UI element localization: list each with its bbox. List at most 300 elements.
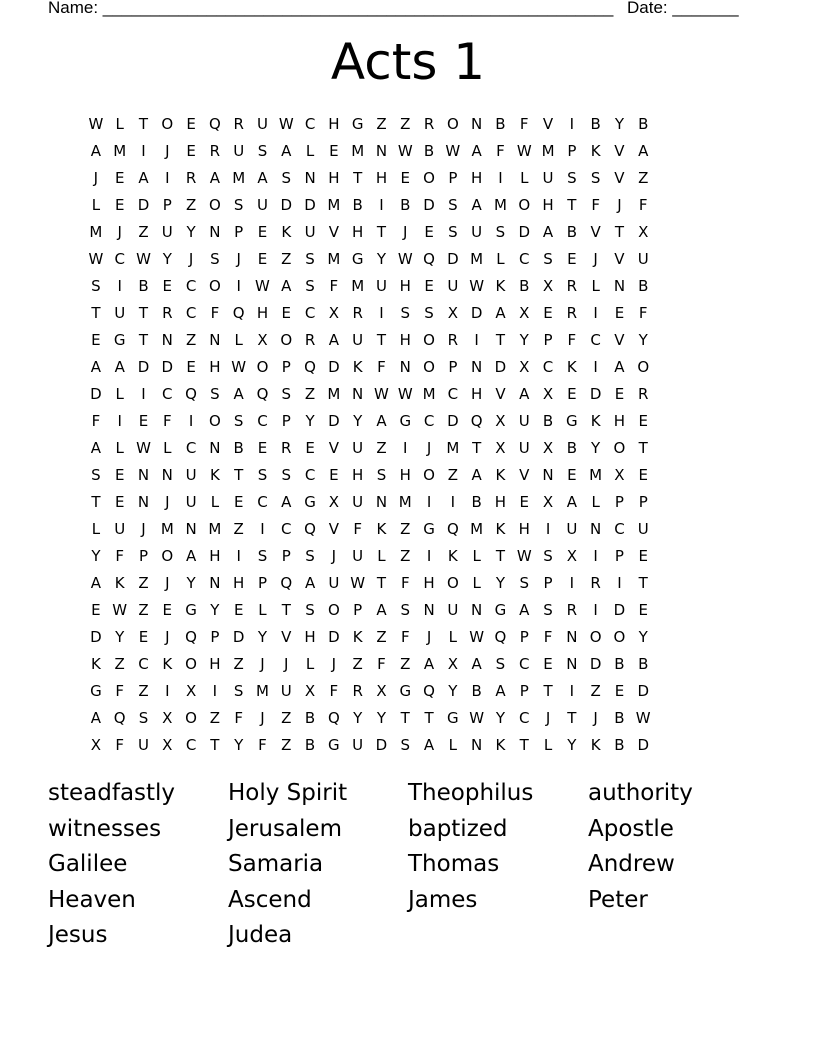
grid-letter: G [304, 493, 316, 511]
grid-letter: Z [281, 709, 292, 727]
grid-letter: S [257, 547, 268, 565]
grid-letter: O [637, 358, 650, 376]
grid-row [84, 735, 655, 762]
grid-letter: I [498, 169, 503, 187]
grid-letter: W [136, 439, 151, 457]
grid-letter: Q [446, 520, 459, 538]
grid-letter: L [496, 250, 505, 268]
grid-letter: V [519, 466, 530, 484]
grid-letter: D [90, 385, 102, 403]
grid-letter: D [232, 628, 245, 646]
grid-letter: L [91, 520, 101, 538]
grid-letter: P [353, 601, 363, 619]
grid-letter: G [447, 709, 459, 727]
grid-letter: O [280, 331, 293, 349]
grid-letter: O [446, 115, 459, 133]
grid-letter: F [543, 628, 553, 646]
grid-letter: W [231, 358, 247, 376]
grid-letter: K [495, 520, 506, 538]
grid-letter: P [519, 628, 529, 646]
grid-letter: U [280, 682, 292, 700]
grid-row [84, 276, 655, 303]
grid-letter: A [542, 223, 554, 241]
grid-row [84, 465, 655, 492]
grid-letter: Y [567, 736, 577, 754]
grid-letter: H [352, 466, 364, 484]
grid-letter: S [210, 250, 220, 268]
grid-letter: B [638, 655, 649, 673]
grid-letter: T [614, 223, 625, 241]
grid-row [84, 519, 655, 546]
word-list [48, 780, 768, 958]
grid-letter: M [470, 250, 484, 268]
grid-letter: S [91, 466, 101, 484]
grid-letter: O [589, 628, 602, 646]
grid-letter: J [165, 493, 170, 511]
grid-letter: U [375, 277, 387, 295]
grid-letter: H [328, 115, 340, 133]
grid-letter: B [400, 196, 411, 214]
grid-letter: F [329, 277, 339, 295]
grid-letter: A [495, 682, 506, 700]
grid-letter: Z [400, 520, 411, 538]
grid-letter: D [447, 412, 459, 430]
grid-letter: J [165, 142, 170, 160]
grid-letter: F [400, 628, 410, 646]
grid-letter: A [471, 466, 482, 484]
grid-letter: E [257, 439, 268, 457]
grid-letter: Y [495, 709, 506, 727]
grid-letter: M [446, 439, 460, 457]
grid-letter: K [590, 412, 601, 430]
grid-letter: I [379, 196, 384, 214]
grid-letter: X [542, 439, 554, 457]
grid-letter: Q [232, 304, 245, 322]
grid-letter: G [113, 331, 126, 349]
grid-letter: T [138, 115, 149, 133]
grid-letter: O [423, 466, 435, 484]
grid-letter: T [234, 466, 244, 484]
grid-letter: F [400, 574, 410, 592]
grid-letter: Q [208, 115, 221, 133]
grid-letter: A [114, 358, 125, 376]
grid-letter: B [423, 142, 435, 160]
grid-letter: O [423, 331, 435, 349]
grid-letter: M [470, 520, 484, 538]
grid-letter: I [593, 358, 598, 376]
grid-letter: D [280, 196, 293, 214]
word-list-item: James [408, 886, 478, 913]
grid-letter: K [209, 466, 220, 484]
grid-letter: U [352, 547, 364, 565]
grid-letter: H [518, 520, 530, 538]
grid-letter: K [90, 655, 101, 673]
grid-letter: C [185, 277, 197, 295]
grid-letter: C [447, 385, 459, 403]
grid-letter: N [423, 601, 435, 619]
grid-letter: C [423, 412, 435, 430]
grid-letter: X [566, 547, 577, 565]
grid-letter: D [161, 358, 174, 376]
grid-letter: I [569, 682, 575, 700]
grid-letter: E [329, 466, 339, 484]
grid-letter: J [93, 169, 99, 187]
grid-letter: Z [138, 223, 149, 241]
word-list-item: Heaven [48, 886, 136, 913]
grid-letter: F [638, 304, 648, 322]
grid-letter: R [352, 304, 363, 322]
grid-letter: Y [376, 709, 387, 727]
grid-letter: S [376, 466, 387, 484]
grid-letter: W [278, 115, 294, 133]
grid-letter: W [397, 142, 413, 160]
grid-letter: X [542, 385, 554, 403]
grid-letter: T [210, 736, 220, 754]
grid-letter: C [185, 736, 197, 754]
grid-letter: P [162, 196, 172, 214]
grid-letter: D [137, 196, 150, 214]
grid-letter: X [495, 439, 506, 457]
grid-letter: S [495, 223, 506, 241]
grid-letter: K [162, 655, 173, 673]
grid-letter: Y [495, 574, 506, 592]
grid-letter: W [635, 709, 651, 727]
grid-letter: G [423, 520, 435, 538]
grid-letter: B [495, 115, 506, 133]
grid-letter: S [400, 736, 411, 754]
grid-letter: Q [280, 574, 293, 592]
grid-letter: I [474, 331, 479, 349]
grid-letter: M [327, 385, 341, 403]
grid-letter: H [256, 304, 269, 322]
grid-letter: E [186, 142, 196, 160]
grid-letter: H [209, 358, 221, 376]
grid-letter: I [117, 277, 122, 295]
grid-letter: J [260, 709, 265, 727]
grid-letter: E [114, 196, 125, 214]
grid-letter: R [281, 439, 292, 457]
grid-row [84, 600, 655, 627]
word-list-item: Jerusalem [228, 815, 342, 842]
grid-letter: P [257, 574, 267, 592]
grid-letter: D [328, 358, 340, 376]
word-search-grid [84, 114, 655, 762]
grid-letter: W [255, 277, 270, 295]
grid-letter: A [376, 412, 387, 430]
grid-letter: I [260, 520, 265, 538]
grid-letter: G [399, 412, 412, 430]
grid-letter: E [638, 466, 648, 484]
grid-letter: R [423, 115, 435, 133]
grid-letter: U [352, 493, 364, 511]
grid-letter: L [448, 628, 458, 646]
grid-letter: W [136, 250, 151, 268]
grid-letter: C [185, 439, 197, 457]
grid-letter: N [185, 520, 197, 538]
grid-letter: P [281, 547, 291, 565]
grid-letter: S [448, 196, 458, 214]
grid-letter: T [495, 547, 506, 565]
grid-letter: B [138, 277, 149, 295]
grid-letter: I [617, 574, 622, 592]
grid-letter: S [257, 142, 268, 160]
grid-letter: K [495, 466, 506, 484]
grid-letter: J [117, 223, 122, 241]
grid-letter: Z [638, 169, 649, 187]
grid-letter: N [542, 466, 554, 484]
grid-letter: F [91, 412, 101, 430]
grid-letter: H [423, 574, 435, 592]
grid-row [84, 222, 655, 249]
grid-letter: P [519, 682, 529, 700]
grid-letter: E [162, 601, 173, 619]
grid-letter: J [403, 223, 408, 241]
grid-letter: N [209, 574, 221, 592]
grid-letter: C [304, 466, 316, 484]
grid-letter: E [186, 358, 196, 376]
grid-letter: T [638, 439, 648, 457]
grid-letter: Z [233, 520, 244, 538]
grid-letter: B [233, 439, 244, 457]
grid-letter: A [566, 493, 577, 511]
grid-row [84, 303, 655, 330]
grid-letter: U [352, 439, 364, 457]
grid-letter: U [304, 223, 316, 241]
grid-letter: O [185, 655, 197, 673]
grid-letter: I [212, 682, 218, 700]
grid-letter: P [543, 331, 553, 349]
grid-letter: W [516, 547, 532, 565]
grid-letter: D [589, 385, 602, 403]
grid-letter: S [543, 250, 553, 268]
grid-letter: T [91, 304, 101, 322]
grid-letter: R [638, 385, 649, 403]
grid-letter: M [351, 142, 365, 160]
grid-letter: I [593, 547, 598, 565]
grid-letter: V [614, 250, 625, 268]
grid-letter: I [569, 574, 575, 592]
grid-letter: R [566, 304, 578, 322]
grid-letter: Z [447, 466, 458, 484]
grid-letter: L [305, 655, 315, 673]
grid-letter: D [637, 682, 649, 700]
grid-letter: B [614, 736, 625, 754]
grid-letter: O [208, 412, 221, 430]
grid-letter: V [281, 628, 292, 646]
grid-letter: A [495, 304, 506, 322]
grid-letter: L [520, 169, 529, 187]
grid-letter: G [351, 115, 364, 133]
grid-letter: W [397, 250, 413, 268]
grid-letter: D [470, 304, 483, 322]
grid-letter: O [161, 547, 174, 565]
grid-row [84, 654, 655, 681]
grid-letter: U [518, 412, 530, 430]
grid-letter: G [328, 736, 340, 754]
grid-letter: E [281, 304, 292, 322]
grid-letter: Y [519, 331, 529, 349]
grid-letter: D [637, 736, 649, 754]
grid-letter: X [162, 709, 173, 727]
grid-letter: I [165, 682, 170, 700]
grid-letter: H [209, 547, 221, 565]
grid-letter: F [567, 331, 577, 349]
grid-letter: S [567, 169, 577, 187]
grid-letter: C [304, 304, 316, 322]
grid-letter: Z [376, 439, 387, 457]
grid-letter: P [281, 358, 291, 376]
grid-letter: H [328, 169, 340, 187]
grid-letter: F [377, 655, 386, 673]
grid-letter: M [493, 196, 507, 214]
grid-letter: I [117, 412, 122, 430]
grid-letter: F [162, 412, 172, 430]
name-field-label: Name: ______________________________________________________ [48, 0, 614, 17]
grid-letter: N [304, 169, 316, 187]
grid-letter: G [90, 682, 102, 700]
grid-letter: Z [352, 655, 363, 673]
grid-letter: W [445, 142, 461, 160]
grid-letter: L [115, 439, 124, 457]
grid-row [84, 573, 655, 600]
grid-letter: O [423, 358, 435, 376]
grid-row [84, 249, 655, 276]
grid-letter: L [377, 547, 386, 565]
grid-letter: P [234, 223, 244, 241]
grid-letter: E [614, 682, 625, 700]
grid-letter: K [114, 574, 125, 592]
grid-letter: Q [423, 250, 435, 268]
grid-letter: J [593, 709, 598, 727]
grid-letter: Y [305, 412, 315, 430]
grid-letter: L [591, 493, 600, 511]
grid-letter: C [614, 520, 625, 538]
grid-letter: B [304, 709, 316, 727]
grid-letter: Q [185, 628, 197, 646]
grid-letter: J [165, 574, 170, 592]
grid-letter: W [374, 385, 389, 403]
grid-letter: X [447, 304, 458, 322]
grid-letter: R [185, 169, 197, 187]
grid-letter: L [234, 331, 243, 349]
grid-letter: M [232, 169, 246, 187]
grid-letter: V [590, 223, 601, 241]
grid-letter: X [328, 304, 339, 322]
grid-letter: B [352, 196, 363, 214]
grid-letter: A [376, 601, 387, 619]
grid-letter: E [138, 412, 149, 430]
grid-letter: J [236, 250, 241, 268]
grid-letter: S [305, 277, 315, 295]
grid-letter: X [447, 655, 458, 673]
grid-letter: N [566, 628, 578, 646]
grid-letter: C [281, 520, 292, 538]
grid-letter: X [90, 736, 102, 754]
grid-letter: X [519, 358, 530, 376]
grid-letter: N [161, 331, 173, 349]
grid-letter: Z [138, 601, 149, 619]
grid-letter: H [471, 385, 483, 403]
grid-row [84, 411, 655, 438]
grid-letter: N [161, 466, 173, 484]
grid-letter: P [567, 142, 577, 160]
grid-letter: L [472, 547, 481, 565]
grid-letter: F [115, 736, 125, 754]
word-list-item: witnesses [48, 815, 162, 842]
word-list-item: Apostle [588, 815, 674, 842]
grid-letter: Q [494, 628, 507, 646]
grid-letter: G [566, 412, 578, 430]
grid-letter: L [591, 277, 600, 295]
header [48, 0, 739, 18]
grid-letter: L [258, 601, 267, 619]
grid-letter: Q [113, 709, 126, 727]
grid-letter: K [352, 358, 363, 376]
grid-letter: A [471, 655, 482, 673]
grid-letter: C [257, 412, 268, 430]
grid-letter: I [236, 547, 241, 565]
grid-letter: Z [400, 547, 411, 565]
grid-letter: O [327, 601, 340, 619]
grid-letter: H [399, 466, 411, 484]
grid-row [84, 681, 655, 708]
grid-letter: E [424, 277, 434, 295]
grid-letter: D [447, 250, 459, 268]
grid-letter: A [257, 169, 268, 187]
grid-letter: C [519, 655, 530, 673]
grid-letter: I [141, 142, 146, 160]
grid-letter: L [115, 115, 124, 133]
grid-letter: J [284, 655, 289, 673]
grid-letter: W [516, 142, 532, 160]
grid-letter: H [233, 574, 245, 592]
grid-row [84, 168, 655, 195]
grid-letter: S [448, 223, 458, 241]
grid-letter: H [494, 493, 507, 511]
grid-row [84, 195, 655, 222]
word-list-item: Peter [588, 886, 648, 913]
grid-letter: S [233, 682, 244, 700]
grid-letter: U [161, 223, 173, 241]
grid-letter: M [589, 466, 603, 484]
grid-letter: R [566, 277, 578, 295]
grid-letter: Q [304, 520, 316, 538]
grid-letter: E [638, 412, 648, 430]
grid-letter: U [518, 439, 530, 457]
grid-letter: S [233, 412, 244, 430]
grid-letter: P [448, 169, 458, 187]
grid-letter: U [352, 736, 364, 754]
grid-letter: H [209, 655, 221, 673]
grid-letter: N [209, 223, 221, 241]
grid-letter: A [423, 655, 435, 673]
grid-letter: Y [210, 601, 220, 619]
grid-letter: S [543, 547, 553, 565]
grid-row [84, 438, 655, 465]
grid-letter: U [114, 520, 126, 538]
grid-letter: O [185, 709, 197, 727]
grid-letter: I [569, 115, 575, 133]
grid-letter: K [590, 142, 601, 160]
grid-letter: E [233, 601, 244, 619]
grid-letter: C [162, 385, 173, 403]
grid-letter: A [90, 574, 102, 592]
grid-row [84, 708, 655, 735]
grid-letter: E [233, 493, 244, 511]
grid-letter: D [613, 601, 626, 619]
grid-letter: E [567, 466, 577, 484]
grid-letter: D [328, 628, 340, 646]
